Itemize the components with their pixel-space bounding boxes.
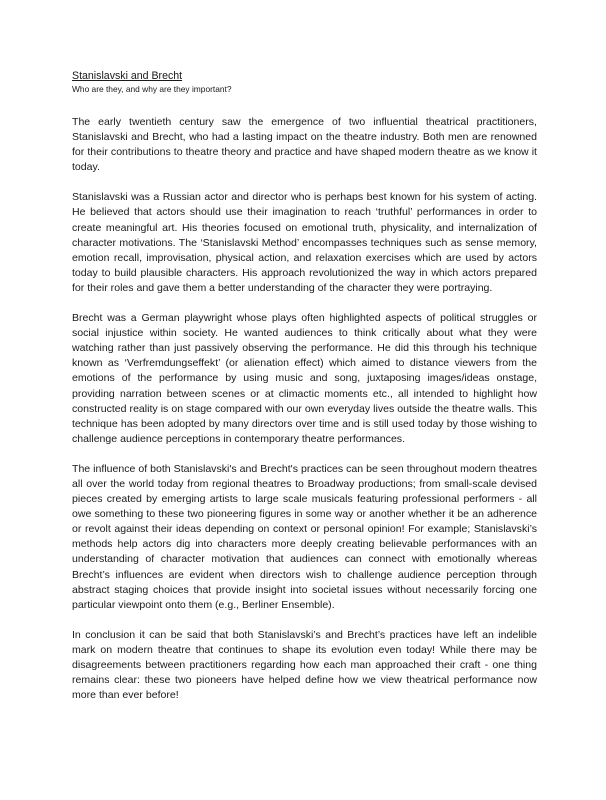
- paragraph-stanislavski: Stanislavski was a Russian actor and director who is perhaps best known for his system of acting. He believed that actors should use their imagination to reach ‘truthful’ performances in order to create meaningful art. His theories focused on emotional truth, physicality, and internalization of character motivations. The ‘Stanislavski Method’ encompasses techniques such as sense memory, emotion recall, improvisation, physical action, and relaxation exercises which are used by actors today to build plausible characters. His approach revolutionized the way in which actors prepared for their roles and gave them a better understanding of the character they were portraying.: [72, 191, 537, 294]
- document-subtitle: Who are they, and why are they important?: [72, 84, 232, 94]
- document-body: [72, 115, 537, 703]
- paragraph-brecht: Brecht was a German playwright whose plays often highlighted aspects of political struggles or social injustice within society. He wanted audiences to think critically about what they were watching rather than just passively observing the performance. He did this through his technique known as ‘Verfremdungseffekt’ (or alienation effect) which aimed to distance viewers from the emotions of the performance by using music and song, juxtaposing images/ideas onstage, providing narration between scenes or at climactic moments etc., all intended to highlight how constructed reality is on stage compared with our own everyday lives outside the theatre walls. This technique has been adopted by many directors over time and is still used today by those wishing to challenge audience perceptions in contemporary theatre performances.: [72, 312, 537, 445]
- paragraph-introduction: The early twentieth century saw the emergence of two influential theatrical practitioners, Stanislavski and Brecht, who had a lasting impact on the theatre industry. Both men are renowned for their contributions to theatre theory and practice and have shaped modern theatre as we know it today.: [72, 116, 537, 174]
- paragraph-conclusion: In conclusion it can be said that both Stanislavski’s and Brecht’s practices have left an indelible mark on modern theatre that continues to shape its evolution even today! While there may be disagreements between practitioners regarding how each man approached their craft - one thing remains clear: these two pioneers have helped define how we view theatrical performance now more than ever before!: [72, 628, 537, 702]
- paragraph-influence: The influence of both Stanislavski's and Brecht's practices can be seen throughout modern theatres all over the world today from regional theatres to Broadway productions; from small-scale devised pieces created by emerging artists to large scale musicals featuring professional performers - all owe something to these two pioneering figures in some way or another whether it be an adherence or revolt against their ideas depending on context or personal opinion! For example; Stanislavski’s methods help actors dig into characters more deeply creating believable performances with an understanding of character motivation that audiences can connect with emotionally whereas Brecht’s influences are evident when directors wish to challenge audience perception through abstract staging choices that provide insight into societal issues without necessarily forcing one particular viewpoint onto them (e.g., Berliner Ensemble).: [72, 462, 537, 611]
- document-page: [72, 70, 537, 718]
- document-title: Stanislavski and Brecht: [72, 70, 183, 82]
